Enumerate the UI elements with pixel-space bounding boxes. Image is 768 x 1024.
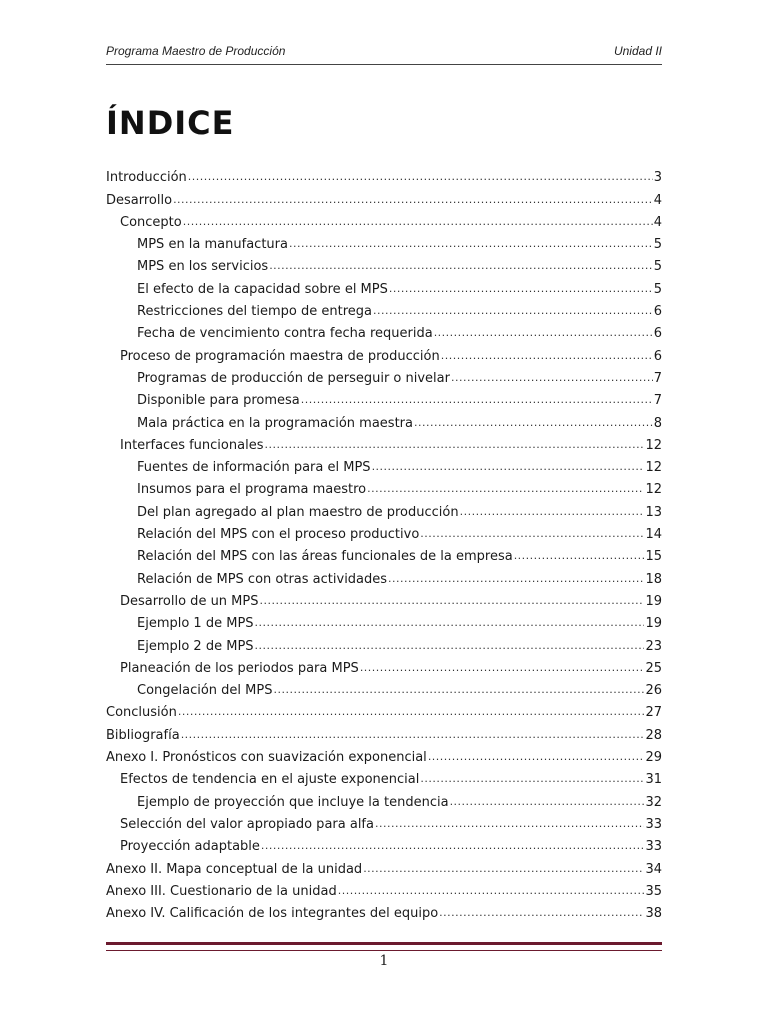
toc-entry[interactable] [106, 787, 662, 809]
toc-dot-leader [273, 683, 644, 696]
toc-entry-label: Conclusión [106, 705, 177, 721]
toc-entry[interactable] [106, 185, 662, 207]
toc-entry[interactable] [106, 587, 662, 609]
toc-entry-page: 38 [645, 906, 662, 922]
toc-entry-page: 5 [653, 259, 662, 275]
toc-dot-leader [360, 661, 645, 674]
toc-entry-page: 5 [653, 237, 662, 253]
toc-entry-label: Anexo IV. Calificación de los integrantes del equipo [106, 906, 439, 922]
running-header [106, 44, 662, 58]
toc-entry-page: 12 [645, 460, 662, 476]
toc-entry-label: Anexo I. Pronósticos con suavización exponencial [106, 750, 427, 766]
toc-entry-page: 4 [653, 214, 662, 230]
footer-divider [106, 942, 662, 951]
toc-entry[interactable] [106, 832, 662, 854]
toc-dot-leader [173, 193, 653, 206]
toc-entry-page: 15 [645, 549, 662, 565]
toc-entry-page: 6 [653, 348, 662, 364]
toc-entry-label: Relación de MPS con otras actividades [137, 571, 388, 587]
toc-entry-page: 25 [645, 660, 662, 676]
toc-dot-leader [451, 371, 653, 384]
header-divider [106, 64, 662, 65]
toc-dot-leader [450, 795, 645, 808]
toc-dot-leader [289, 237, 653, 250]
toc-dot-leader [420, 527, 644, 540]
toc-entry-label: MPS en la manufactura [137, 237, 288, 253]
toc-entry-label: Concepto [120, 214, 182, 230]
toc-dot-leader [261, 839, 645, 852]
toc-entry[interactable] [106, 810, 662, 832]
toc-entry-label: Selección del valor apropiado para alfa [120, 816, 374, 832]
toc-entry[interactable] [106, 230, 662, 252]
toc-entry[interactable] [106, 252, 662, 274]
toc-entry[interactable] [106, 208, 662, 230]
toc-entry-page: 7 [653, 393, 662, 409]
toc-dot-leader [514, 549, 645, 562]
toc-entry[interactable] [106, 497, 662, 519]
toc-entry[interactable] [106, 631, 662, 653]
header-unit: Unidad II [613, 44, 662, 58]
toc-entry-page: 34 [645, 861, 662, 877]
toc-entry[interactable] [106, 720, 662, 742]
toc-entry-label: Introducción [106, 170, 187, 186]
page-number: 1 [379, 953, 389, 969]
toc-entry-page: 4 [653, 192, 662, 208]
toc-entry-page: 33 [645, 839, 662, 855]
page-title: ÍNDICE [106, 104, 235, 142]
toc-dot-leader [460, 505, 645, 518]
toc-entry[interactable] [106, 698, 662, 720]
toc-entry-page: 8 [653, 415, 662, 431]
toc-entry-label: MPS en los servicios [137, 259, 269, 275]
toc-dot-leader [264, 438, 644, 451]
toc-dot-leader [188, 170, 653, 183]
toc-entry-page: 32 [645, 794, 662, 810]
toc-entry[interactable] [106, 877, 662, 899]
toc-entry-label: Ejemplo 1 de MPS [137, 616, 254, 632]
toc-dot-leader [420, 772, 644, 785]
toc-entry[interactable] [106, 743, 662, 765]
toc-entry-page: 14 [645, 527, 662, 543]
toc-entry-label: Fuentes de información para el MPS [137, 460, 371, 476]
toc-entry-page: 29 [645, 750, 662, 766]
toc-dot-leader [414, 416, 653, 429]
toc-entry[interactable] [106, 676, 662, 698]
toc-dot-leader [389, 282, 653, 295]
toc-entry[interactable] [106, 520, 662, 542]
toc-entry[interactable] [106, 341, 662, 363]
toc-entry-page: 6 [653, 304, 662, 320]
toc-dot-leader [372, 460, 645, 473]
toc-entry[interactable] [106, 297, 662, 319]
toc-entry[interactable] [106, 453, 662, 475]
toc-entry[interactable] [106, 408, 662, 430]
toc-entry-page: 35 [645, 883, 662, 899]
toc-entry-page: 3 [653, 170, 662, 186]
table-of-contents [106, 163, 662, 921]
toc-dot-leader [301, 393, 653, 406]
toc-dot-leader [181, 728, 645, 741]
toc-dot-leader [260, 594, 645, 607]
toc-entry-label: Relación del MPS con las áreas funcionales de la empresa [137, 549, 513, 565]
toc-entry[interactable] [106, 654, 662, 676]
toc-dot-leader [178, 705, 645, 718]
toc-entry[interactable] [106, 274, 662, 296]
toc-entry[interactable] [106, 609, 662, 631]
toc-entry-page: 6 [653, 326, 662, 342]
toc-entry-label: Desarrollo [106, 192, 173, 208]
toc-entry-page: 18 [645, 571, 662, 587]
toc-dot-leader [428, 750, 645, 763]
toc-entry-page: 19 [645, 593, 662, 609]
toc-entry[interactable] [106, 364, 662, 386]
toc-entry-label: Bibliografía [106, 727, 180, 743]
toc-entry[interactable] [106, 765, 662, 787]
toc-entry-label: Efectos de tendencia en el ajuste exponencial [120, 772, 420, 788]
toc-entry-label: Anexo II. Mapa conceptual de la unidad [106, 861, 363, 877]
toc-dot-leader [388, 572, 644, 585]
toc-entry-page: 5 [653, 281, 662, 297]
toc-entry[interactable] [106, 431, 662, 453]
toc-entry-label: Mala práctica en la programación maestra [137, 415, 413, 431]
toc-dot-leader [373, 304, 653, 317]
toc-entry-label: Proyección adaptable [120, 839, 260, 855]
toc-entry-label: Planeación de los periodos para MPS [120, 660, 359, 676]
toc-dot-leader [363, 862, 644, 875]
toc-entry-label: Anexo III. Cuestionario de la unidad [106, 883, 337, 899]
toc-dot-leader [441, 349, 653, 362]
toc-entry-page: 13 [645, 504, 662, 520]
toc-entry[interactable] [106, 386, 662, 408]
toc-entry-label: Restricciones del tiempo de entrega [137, 304, 372, 320]
toc-entry-label: Ejemplo 2 de MPS [137, 638, 254, 654]
toc-entry-label: Interfaces funcionales [120, 437, 264, 453]
toc-entry-label: Ejemplo de proyección que incluye la tendencia [137, 794, 449, 810]
toc-entry[interactable] [106, 542, 662, 564]
toc-entry-label: Insumos para el programa maestro [137, 482, 367, 498]
toc-dot-leader [183, 215, 653, 228]
toc-entry[interactable] [106, 854, 662, 876]
toc-entry-label: Fecha de vencimiento contra fecha requerida [137, 326, 433, 342]
toc-dot-leader [255, 616, 645, 629]
toc-dot-leader [439, 906, 644, 919]
toc-entry-page: 7 [653, 370, 662, 386]
toc-dot-leader [338, 884, 645, 897]
toc-entry-page: 12 [645, 437, 662, 453]
toc-entry-page: 19 [645, 616, 662, 632]
toc-entry[interactable] [106, 163, 662, 185]
toc-entry-label: Relación del MPS con el proceso productivo [137, 527, 420, 543]
toc-entry-page: 31 [645, 772, 662, 788]
toc-entry-page: 28 [645, 727, 662, 743]
toc-entry-page: 33 [645, 816, 662, 832]
toc-entry-label: Desarrollo de un MPS [120, 593, 259, 609]
toc-dot-leader [367, 482, 644, 495]
toc-dot-leader [269, 259, 653, 272]
toc-entry-page: 12 [645, 482, 662, 498]
toc-entry[interactable] [106, 899, 662, 921]
toc-entry-label: Disponible para promesa [137, 393, 300, 409]
header-document-title: Programa Maestro de Producción [106, 44, 286, 58]
toc-entry-label: El efecto de la capacidad sobre el MPS [137, 281, 388, 297]
toc-dot-leader [434, 326, 653, 339]
toc-entry-label: Proceso de programación maestra de producción [120, 348, 440, 364]
toc-entry[interactable] [106, 319, 662, 341]
toc-entry-label: Programas de producción de perseguir o nivelar [137, 370, 450, 386]
toc-entry[interactable] [106, 564, 662, 586]
toc-entry-page: 26 [645, 683, 662, 699]
toc-entry-page: 23 [645, 638, 662, 654]
toc-entry[interactable] [106, 475, 662, 497]
toc-dot-leader [375, 817, 644, 830]
toc-entry-label: Congelación del MPS [137, 683, 273, 699]
toc-entry-label: Del plan agregado al plan maestro de producción [137, 504, 459, 520]
toc-dot-leader [255, 639, 645, 652]
toc-entry-page: 27 [645, 705, 662, 721]
